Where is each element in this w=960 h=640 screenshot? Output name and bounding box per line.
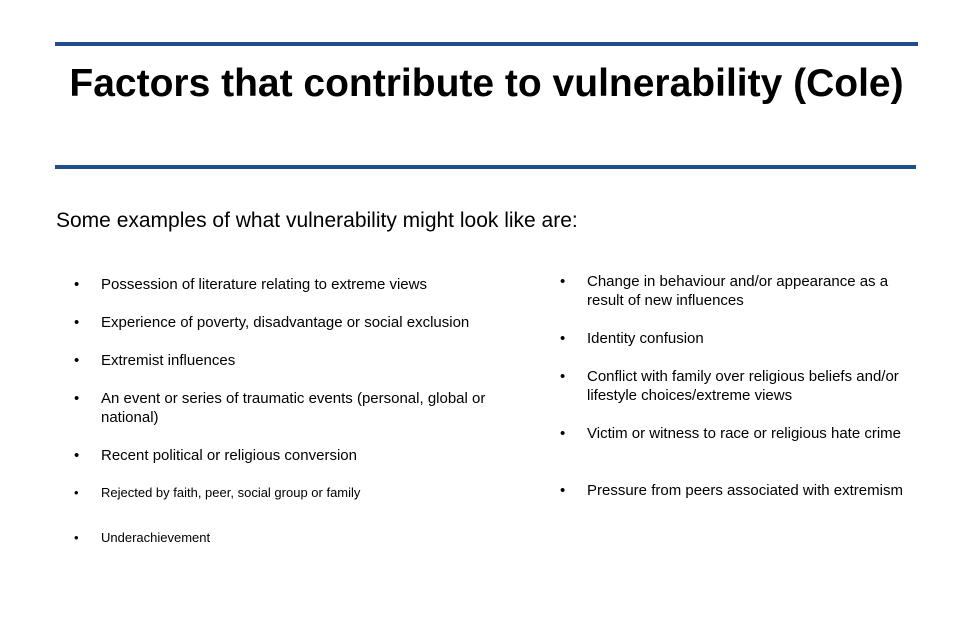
list-item: [74, 389, 521, 427]
list-item-text: Possession of literature relating to extreme views: [101, 276, 427, 293]
list-item: [74, 275, 521, 294]
list-item: [560, 424, 907, 443]
slide-title: Factors that contribute to vulnerability (Cole): [69, 62, 904, 105]
list-item-text: Extremist influences: [101, 352, 236, 369]
list-item-text: Change in behaviour and/or appearance as a result of new influences: [587, 273, 889, 309]
list-item-text: An event or series of traumatic events (personal, global or national): [101, 390, 486, 426]
title-rule-bottom: [55, 165, 916, 169]
bullet-icon: •: [74, 530, 79, 545]
list-item: [560, 272, 907, 310]
list-item-text: Identity confusion: [587, 330, 704, 347]
bullet-icon: •: [74, 390, 80, 407]
bullet-icon: •: [74, 276, 80, 293]
bullet-icon: •: [560, 330, 566, 347]
intro-text: Some examples of what vulnerability might look like are:: [56, 209, 578, 232]
list-item-text: Rejected by faith, peer, social group or family: [101, 485, 361, 500]
list-item: [74, 483, 521, 502]
list-item: [74, 313, 521, 332]
list-item-text: Victim or witness to race or religious hate crime: [587, 425, 902, 442]
bullet-icon: •: [74, 314, 80, 331]
list-item: [74, 351, 521, 370]
title-rule-top: [55, 42, 918, 46]
bullet-icon: •: [74, 485, 79, 500]
list-item: [74, 446, 521, 465]
list-item-text: Recent political or religious conversion: [101, 447, 357, 464]
bullet-icon: •: [560, 425, 566, 442]
list-item-text: Conflict with family over religious beliefs and/or lifestyle choices/extreme views: [587, 368, 899, 404]
bullet-icon: •: [560, 368, 566, 385]
list-item-text: Experience of poverty, disadvantage or social exclusion: [101, 314, 470, 331]
bullet-icon: •: [560, 482, 566, 499]
bullet-icon: •: [74, 352, 80, 369]
bullet-icon: •: [560, 273, 566, 290]
list-item: [560, 479, 907, 503]
list-item-text: Underachievement: [101, 530, 211, 545]
list-item: [560, 367, 907, 405]
list-item: [560, 329, 907, 348]
list-item-text: Pressure from peers associated with extremism: [587, 482, 903, 499]
list-item: [74, 528, 521, 547]
bullet-icon: •: [74, 447, 80, 464]
